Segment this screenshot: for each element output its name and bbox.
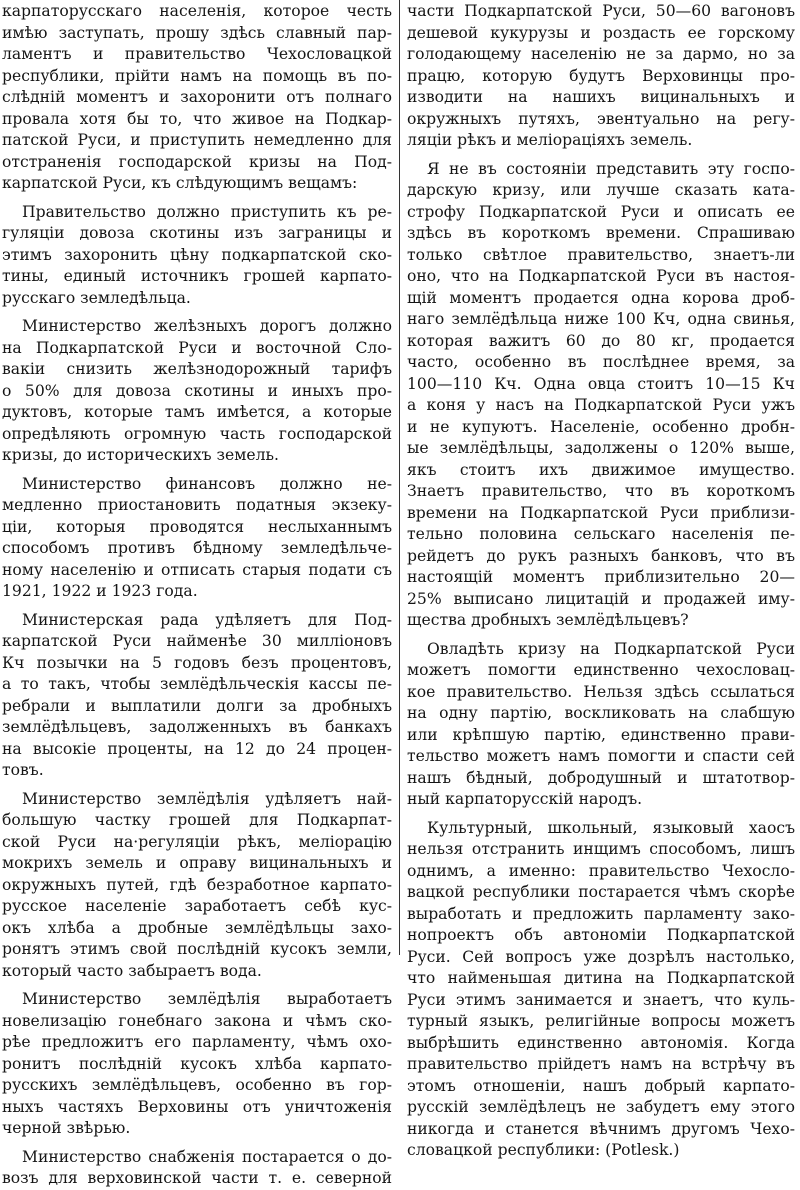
paragraph	[2, 989, 392, 1140]
text-line: части Подкарпатской Руси, 50—60 вагоновъ	[407, 2, 795, 20]
text-line: тины, единый источникъ грошей карпато-	[2, 267, 392, 285]
text-line: ляціи рѣкъ и меліораціяхъ земель.	[407, 131, 693, 149]
text-line: отстраненія господарской кризы на Под-	[2, 152, 392, 171]
text-line: правительство прійдетъ намъ на встрѣчу въ	[407, 1055, 795, 1073]
paragraph	[407, 1, 795, 152]
text-line: карпатской Руси найменѣе 30 милліоновъ	[2, 632, 392, 650]
text-line: щій моментъ продается одна корова дроб-	[407, 288, 795, 307]
text-line: ронитъ послѣдній кусокъ хлѣба карпато-	[2, 1054, 392, 1073]
text-line: выработать и предложить парламенту зако-	[407, 904, 795, 923]
text-line: можетъ помогти единственно чехословац-	[407, 661, 795, 679]
text-line: часто, особенно въ послѣднее время, за	[407, 353, 795, 371]
text-line: Знаетъ правительство, что въ короткомъ	[407, 482, 795, 500]
text-line: изводити на нашихъ вицинальныхъ и	[407, 88, 795, 106]
text-line: возъ для верховинской части т. е. северной	[2, 1169, 392, 1187]
text-line: мокрихъ земель и оправу вицинальныхъ и	[2, 854, 392, 872]
text-line: способомъ противъ бѣдному земледѣльче-	[2, 539, 392, 557]
text-line: гуляціи довоза скотины изъ заграницы и	[2, 224, 392, 242]
text-line: строфу Подкарпатской Руси и описать ее	[407, 202, 795, 221]
text-line: и не купуютъ. Населеніе, особенно дробн-	[407, 417, 795, 436]
text-line: нельзя отстранить инщимъ способомъ, лишъ	[407, 840, 795, 858]
text-line: нопроектъ объ автономіи Подкарпатской	[407, 926, 795, 944]
paragraph	[2, 610, 392, 782]
text-line: ныхъ частяхъ Верховины отъ уничтоженія	[2, 1097, 392, 1116]
text-line: выбрѣшить единственно автономія. Когда	[407, 1033, 795, 1052]
text-line: дуктовъ, которые тамъ имѣется, а которые	[2, 403, 392, 421]
text-line: вацкой республики постарается чѣмъ скорѣе	[407, 883, 795, 901]
text-line: провала хотя бы то, что живое на Подкар-	[2, 109, 392, 128]
text-line: большую частку грошей для Подкарпат-	[2, 811, 392, 829]
text-line: голодающему населенію не за дармо, но за	[407, 45, 795, 63]
text-line: однимъ, а именно: правительство Чехосло-	[407, 861, 795, 880]
paragraph-gap	[407, 811, 795, 818]
text-line: якъ стоитъ ихъ движимое имущество.	[407, 460, 795, 479]
text-line: карпатской Руси, къ слѣдующимъ вещамъ:	[2, 174, 358, 192]
text-line: ный карпаторусскій народъ.	[407, 790, 643, 808]
text-line: о 50% для довоза скотины и иныхъ про-	[2, 381, 392, 400]
text-line: турный языкъ, религійные вопросы можетъ	[407, 1012, 795, 1030]
text-line: 25% выписано лицитацій и продажей иму-	[407, 589, 795, 608]
text-line: наго землёдѣльца ниже 100 Кч, одна свинья,	[407, 310, 795, 328]
text-line: рѣе предложитъ его парламенту, чѣмъ охо-	[2, 1033, 392, 1051]
text-line: Культурный, школьный, языковый хаосъ	[427, 818, 795, 837]
text-line: или крѣпшую партію, единственно прави-	[407, 725, 795, 744]
paragraph	[2, 474, 392, 603]
text-line: Руси этимъ занимается и знаетъ, что куль-	[407, 990, 795, 1009]
paragraph-gap	[407, 632, 795, 639]
text-line: словацкой республики: (Potlesk.)	[407, 1141, 680, 1159]
text-line: Кч позычки на 5 годовъ безъ процентовъ,	[2, 653, 392, 672]
text-line: Министерство землёдѣлія удѣляетъ най-	[22, 789, 392, 808]
paragraph	[2, 316, 392, 467]
paragraph-gap	[2, 1140, 392, 1147]
paragraph	[2, 202, 392, 310]
text-line: ронятъ этимъ свой послѣдній кусокъ земли,	[2, 940, 392, 958]
text-line: черной звѣрью.	[2, 1119, 131, 1137]
text-line: на Подкарпатской Руси и восточной Сло-	[2, 338, 392, 357]
text-line: республики, прійти намъ на помощь въ по-	[2, 66, 392, 85]
text-line: Овладѣть кризу на Подкарпатской Руси	[427, 639, 795, 658]
text-line: окружныхъ путей, гдѣ безработное карпато-	[2, 875, 392, 894]
text-line: а коня у насъ на Подкарпатской Руси ужъ	[407, 396, 795, 414]
text-line: окружныхъ путяхъ, эвентуально на регу-	[407, 109, 795, 128]
text-line: что найменьшая дитина на Подкарпатской	[407, 969, 795, 987]
column-divider	[399, 0, 400, 955]
text-line: Министерская рада удѣляетъ для Под-	[22, 610, 392, 629]
text-line: ые землёдѣльцы, задолжены о 120% выше,	[407, 439, 795, 457]
text-line: который часто забыраетъ вода.	[2, 961, 262, 980]
text-line: слѣдній моментъ и захоронити отъ полнаго	[2, 88, 392, 106]
text-line: ребрали и выплатили долги за дробныхъ	[2, 696, 392, 715]
text-line: товъ.	[2, 761, 44, 779]
text-line: патской Руси, и приступить немедленно для	[2, 131, 392, 149]
text-line: настоящій моментъ приблизительно 20—	[407, 568, 795, 586]
text-line: русскихъ землёдѣльцевъ, особенно въ гор-	[2, 1076, 392, 1094]
text-line: оно, что на Подкарпатской Руси въ настоя-	[407, 267, 795, 285]
paragraph-gap	[2, 603, 392, 610]
text-line: русское населеніе заработаетъ себѣ кус-	[2, 897, 392, 915]
text-line: Министерство желѣзныхъ дорогъ должно	[22, 317, 392, 335]
paragraph	[2, 1147, 392, 1190]
paragraph-gap	[2, 782, 392, 789]
text-line: на высокіе проценты, на 12 до 24 процен-	[2, 739, 392, 758]
text-line: Я не въ состояніи представить эту госпо-	[427, 159, 795, 178]
paragraph	[2, 789, 392, 983]
text-line: дарскую кризу, или лучше сказать ката-	[407, 181, 795, 199]
text-line: Министерство снабженія постарается о до-	[22, 1147, 392, 1166]
paragraph-gap	[2, 309, 392, 316]
text-line: кризы, до историческихъ земель.	[2, 446, 279, 464]
paragraph-gap	[2, 195, 392, 202]
paragraph	[407, 818, 795, 1162]
text-line: Правительство должно приступить къ ре-	[22, 202, 392, 221]
text-line: тельство можетъ намъ помогти и спасти сей	[407, 747, 795, 765]
paragraph	[407, 159, 795, 632]
paragraph	[407, 639, 795, 811]
text-line: вакіи снизить желѣзнодорожный тарифъ	[2, 360, 392, 378]
text-line: 100—110 Кч. Одна овца стоитъ 10—15 Кч	[407, 374, 795, 393]
text-line: этомъ отношеніи, нашъ добрый карпато-	[407, 1076, 795, 1095]
text-line: землёдѣльцевъ, задолженныхъ въ банкахъ	[2, 718, 392, 736]
right-column	[407, 1, 795, 1162]
text-line: медленно приостановить податныя экзеку-	[2, 496, 392, 514]
text-line: Руси. Сей вопросъ уже дозрѣлъ настолько,	[407, 947, 795, 966]
text-line: ской Руси на·регуляціи рѣкъ, меліорацію	[2, 832, 392, 851]
left-column	[2, 1, 392, 1190]
text-line: ціи, которыя проводятся неслыханнымъ	[2, 517, 392, 536]
text-line: працю, которую будутъ Верховинцы про-	[407, 66, 795, 85]
text-line: имѣю заступать, прошу здѣсь славный пар-	[2, 23, 392, 42]
text-line: русскаго земледѣльца.	[2, 288, 191, 307]
text-line: никогда и станется вѣчнимъ другомъ Чехо-	[407, 1119, 795, 1138]
text-line: щества дробныхъ землёдѣльцевъ?	[407, 611, 689, 629]
text-line: дешевой кукурузы и роздасть ее горскому	[407, 23, 795, 42]
text-line: ному населенію и отписать старыя подати съ	[2, 560, 392, 579]
text-line: Министерство финансовъ должно не-	[22, 474, 392, 493]
paragraph-gap	[2, 467, 392, 474]
text-line: опредѣляють огромную часть господарской	[2, 424, 392, 443]
text-line: рейдетъ до рукъ разныхъ банковъ, что въ	[407, 546, 795, 565]
text-line: тельно половина сельскаго населенія пе-	[407, 525, 795, 543]
text-line: этимъ захоронить цѣну подкарпатской ско-	[2, 245, 392, 264]
text-line: здѣсь въ короткомъ времени. Спрашиваю	[407, 224, 795, 242]
text-line: русскій землёдѣлецъ не забудетъ ему этого	[407, 1098, 795, 1116]
text-line: а то такъ, чтобы землёдѣльческія кассы пе-	[2, 675, 392, 693]
paragraph-gap	[407, 152, 795, 159]
text-line: только свѣтлое правительство, знаетъ-ли	[407, 245, 795, 264]
text-line: ламентъ и правительство Чехословацкой	[2, 45, 392, 63]
text-line: кое правительство. Нельзя здѣсь ссылаться	[407, 682, 795, 701]
text-line: времени на Подкарпатской Руси приблизи-	[407, 503, 795, 522]
paragraph-gap	[2, 982, 392, 989]
text-line: новелизацію гонебнаго закона и чѣмъ ско-	[2, 1011, 392, 1030]
text-line: на одну партію, воскликовать на слабшую	[407, 704, 795, 722]
text-line: 1921, 1922 и 1923 года.	[2, 582, 198, 600]
text-line: карпаторусскаго населенія, которое честь	[2, 2, 392, 20]
text-line: Министерство землёдѣлія выработаетъ	[22, 990, 392, 1008]
text-line: которая важитъ 60 до 80 кг, продается	[407, 331, 795, 350]
paragraph	[2, 1, 392, 195]
text-line: нашъ бѣдный, добродушный и штатотвор-	[407, 768, 795, 787]
text-line: окъ хлѣба а дробные землёдѣльцы захо-	[2, 918, 392, 937]
